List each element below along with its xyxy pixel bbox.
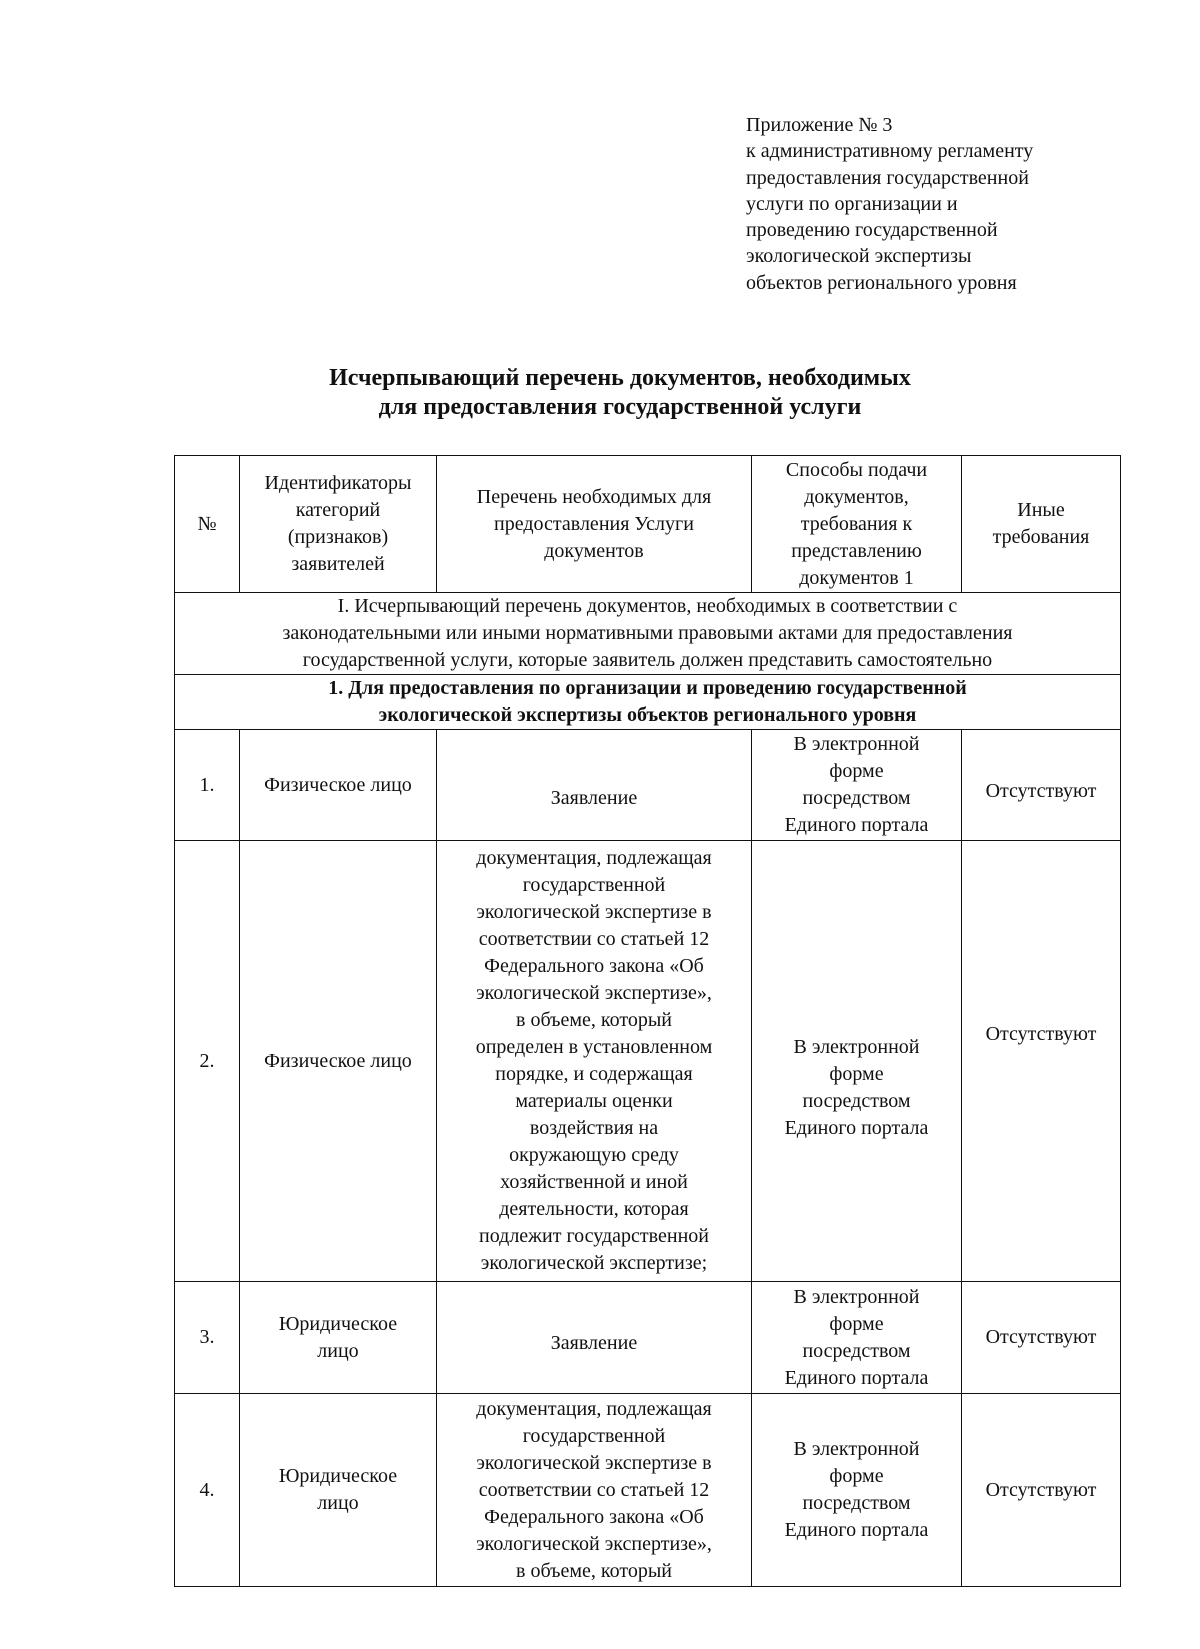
cell-line: соответствии со статьей 12	[478, 928, 710, 950]
header-applicant-category	[240, 456, 437, 593]
cell-line: посредством	[802, 1339, 911, 1362]
cell-line: экологической экспертизе в	[476, 1452, 712, 1474]
row-other	[962, 841, 1121, 1282]
cell-line: В электронной	[793, 1036, 920, 1058]
header-documents-list	[437, 456, 752, 593]
cell-line: форме	[829, 760, 884, 782]
row-method	[752, 1282, 962, 1394]
cell-line: форме	[829, 1312, 884, 1335]
cell-line: Отсутствуют	[985, 779, 1097, 802]
cell-line: №	[197, 512, 217, 535]
cell-line: Отсутствуют	[985, 1022, 1097, 1045]
cell-line: Федерального закона «Об	[484, 1506, 704, 1528]
cell-line: Заявление	[550, 786, 638, 809]
cell-line: Идентификаторы	[264, 472, 412, 494]
cell-line: Перечень необходимых для	[476, 485, 712, 508]
cell-line: В электронной	[793, 1285, 920, 1308]
cell-line: в объеме, который	[516, 1009, 672, 1031]
section-heading	[175, 593, 1121, 675]
cell-line: материалы оценки	[515, 1090, 673, 1112]
table-row	[175, 1282, 1121, 1394]
cell-line: Единого портала	[784, 1117, 929, 1139]
cell-line: порядке, и содержащая	[495, 1063, 693, 1085]
cell-line: окружающую среду	[509, 1144, 679, 1166]
appendix-line: услуги по организации и	[746, 192, 958, 215]
cell-line: документов 1	[799, 566, 914, 589]
cell-line: законодательными или иными нормативными правовыми актами для предоставления	[282, 622, 1013, 644]
appendix-line: к административному регламенту	[746, 140, 1034, 163]
row-applicant	[240, 1394, 437, 1587]
cell-line: 1. Для предоставления по организации и проведению государственной	[328, 677, 967, 699]
row-method	[752, 841, 962, 1282]
cell-line: посредством	[802, 1492, 911, 1514]
row-number: 4.	[175, 1394, 240, 1587]
header-submission-method	[752, 456, 962, 593]
cell-line: государственной	[522, 1425, 666, 1447]
row-other	[962, 1394, 1121, 1587]
header-other-requirements	[962, 456, 1121, 593]
documents-table	[174, 455, 1121, 1587]
cell-line: подлежит государственной	[479, 1225, 709, 1247]
cell-line: В электронной	[793, 1438, 920, 1460]
row-documents	[437, 1394, 752, 1587]
table-header-row	[175, 456, 1121, 593]
cell-line: представлению	[791, 539, 922, 562]
section-row	[175, 593, 1121, 675]
cell-line: государственной услуги, которые заявитель должен представить самостоятельно	[302, 649, 993, 671]
cell-line: экологической экспертизе»,	[476, 1533, 712, 1555]
row-documents	[437, 730, 752, 841]
cell-line: Юридическое	[278, 1465, 398, 1487]
title-line: Исчерпывающий перечень документов, необходимых	[329, 365, 911, 391]
table-row	[175, 730, 1121, 841]
cell-line: экологической экспертизе»,	[476, 982, 712, 1004]
cell-line: в объеме, который	[516, 1560, 672, 1582]
cell-line: экологической экспертизе в	[476, 901, 712, 923]
row-other	[962, 1282, 1121, 1394]
row-method	[752, 1394, 962, 1587]
cell-line: посредством	[802, 787, 911, 809]
cell-line: требования к	[800, 512, 913, 535]
cell-line: документация, подлежащая	[476, 1398, 712, 1420]
cell-line: хозяйственной и иной	[500, 1171, 688, 1193]
cell-line: требования	[992, 526, 1090, 548]
row-applicant	[240, 730, 437, 841]
cell-line: предоставления Услуги	[494, 512, 694, 535]
row-applicant	[240, 1282, 437, 1394]
table-row	[175, 1394, 1121, 1587]
cell-line: государственной	[522, 874, 666, 896]
row-method	[752, 730, 962, 841]
row-number: 2.	[175, 841, 240, 1282]
cell-line: лицо	[317, 1492, 359, 1514]
cell-line: Иные	[1017, 499, 1065, 521]
cell-line: лицо	[317, 1339, 359, 1362]
cell-line: посредством	[802, 1090, 911, 1112]
appendix-line: проведению государственной	[746, 219, 998, 242]
title-line: для предоставления государственной услуги	[378, 394, 862, 420]
cell-line: Заявление	[550, 1332, 638, 1354]
row-documents	[437, 841, 752, 1282]
row-number: 1.	[175, 730, 240, 841]
appendix-line: экологической экспертизы	[746, 245, 972, 268]
row-documents	[437, 1282, 752, 1394]
appendix-line: объектов регионального уровня	[746, 271, 1017, 294]
cell-line: документов	[544, 539, 644, 562]
cell-line: форме	[829, 1063, 884, 1085]
cell-line: Единого портала	[784, 1366, 929, 1389]
cell-line: (признаков)	[287, 526, 389, 548]
table-row	[175, 841, 1121, 1282]
cell-line: категорий	[295, 499, 381, 521]
cell-line: Отсутствуют	[985, 1326, 1097, 1348]
cell-line: форме	[829, 1465, 884, 1487]
cell-line: Юридическое	[278, 1312, 398, 1335]
cell-line: В электронной	[793, 733, 920, 755]
cell-line: I. Исчерпывающий перечень документов, необходимых в соответствии с	[337, 595, 958, 617]
document-title	[150, 364, 1090, 422]
appendix-line: предоставления государственной	[746, 166, 1029, 189]
cell-line: документов,	[804, 485, 909, 508]
subsection-heading	[175, 675, 1121, 730]
cell-line: воздействия на	[529, 1117, 659, 1139]
cell-line: Единого портала	[784, 1519, 929, 1541]
cell-line: документация, подлежащая	[476, 847, 712, 869]
row-number: 3.	[175, 1282, 240, 1394]
subsection-row	[175, 675, 1121, 730]
cell-line: Отсутствуют	[985, 1478, 1097, 1501]
cell-line: Способы подачи	[785, 458, 928, 481]
cell-line: соответствии со статьей 12	[478, 1479, 710, 1501]
cell-line: Физическое лицо	[264, 773, 412, 796]
row-other	[962, 730, 1121, 841]
cell-line: экологической экспертизы объектов регионального уровня	[378, 704, 917, 726]
cell-line: Федерального закона «Об	[484, 955, 704, 977]
appendix-line: Приложение № 3	[746, 114, 893, 136]
cell-line: заявителей	[291, 553, 385, 575]
cell-line: Единого портала	[784, 814, 929, 836]
cell-line: Физическое лицо	[264, 1049, 412, 1072]
appendix-note	[746, 112, 1166, 296]
cell-line: экологической экспертизе;	[480, 1252, 708, 1274]
row-applicant	[240, 841, 437, 1282]
header-number	[175, 456, 240, 593]
cell-line: определен в установленном	[475, 1036, 713, 1058]
cell-line: деятельности, которая	[499, 1198, 689, 1220]
